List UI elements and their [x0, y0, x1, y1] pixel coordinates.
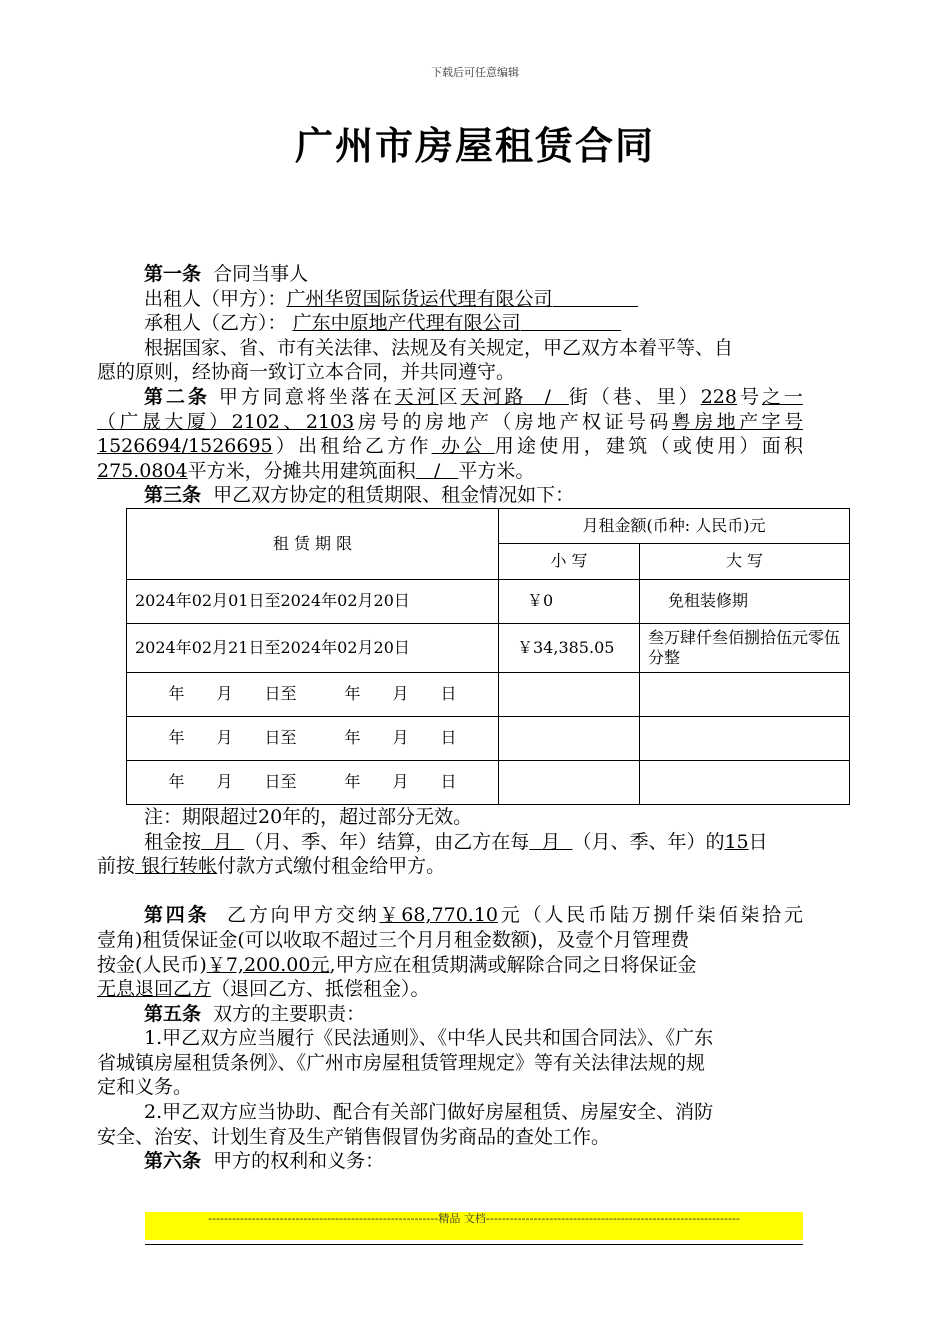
text: ）出租给乙方作 — [272, 435, 432, 458]
big-amount-cell: 叁万肆仟叁佰捌拾伍元零伍分整 — [640, 623, 850, 672]
road-value: 天河路 — [460, 385, 527, 408]
article-number: 第三条 — [144, 484, 202, 507]
street-value: / — [544, 385, 551, 408]
article-number: 第四条 — [144, 904, 210, 927]
payment-line-2 — [97, 854, 803, 879]
blank-underline — [521, 312, 621, 331]
pay-each-value: 月 — [541, 830, 561, 853]
big-amount-cell — [640, 672, 850, 716]
text: 按金(人民币) — [97, 953, 207, 976]
term-note: 注：期限超过20年的，超过部分无效。 — [144, 805, 473, 828]
article-4-line-4 — [97, 977, 803, 1002]
paragraph-line: 愿的原则，经协商一致订立本合同，并共同遵守。 — [97, 361, 516, 384]
text: 用途使用，建筑（或使用）面积 — [494, 435, 803, 458]
pay-day-value: 15 — [724, 830, 749, 853]
article-title: 甲方的权利和义务： — [213, 1150, 385, 1173]
text: ,甲方应在租赁期满或解除合同之日将保证金 — [329, 953, 697, 976]
pay-method-value: 银行转帐 — [141, 855, 218, 878]
article-number: 第五条 — [144, 1002, 202, 1025]
text: 元（人民币陆万捌仟柒佰柒拾元 — [498, 904, 803, 927]
document-title: 广州市房屋租赁合同 — [294, 124, 655, 168]
column-header-period: 租 赁 期 限 — [127, 508, 499, 579]
rent-table — [126, 508, 850, 805]
big-amount-cell: 免租装修期 — [640, 579, 850, 623]
article-2-line-1 — [97, 385, 803, 410]
article-2-line-2 — [97, 410, 803, 435]
paragraph-line: 1.甲乙双方应当履行《民法通则》、《中华人民共和国合同法》、《广东 — [144, 1027, 714, 1050]
text: 房号的房地产（房地产权证号码 — [354, 410, 672, 433]
paragraph-line: 2.甲乙双方应当协助、配合有关部门做好房屋租赁、房屋安全、消防 — [144, 1101, 714, 1124]
lessee-name: 广东中原地产代理有限公司 — [292, 312, 521, 335]
cert-value: 粤房地产字号 — [671, 410, 803, 433]
big-amount-cell — [640, 760, 850, 804]
article-title: 合同当事人 — [213, 263, 309, 285]
text: （月、季、年）的 — [572, 830, 725, 853]
table-row — [127, 716, 850, 760]
period-cell: 年 月 日至 年 月 日 — [127, 672, 499, 716]
column-header-amount: 月租金额(币种: 人民币)元 — [499, 508, 850, 543]
blank-line — [97, 879, 803, 904]
footer-banner: ----------------------------------------------------------精品 文档---------------------------------------------------------------- — [145, 1212, 803, 1240]
period-cell: 年 月 日至 年 月 日 — [127, 760, 499, 804]
article-title: 双方的主要职责： — [213, 1002, 366, 1025]
period-cell: 年 月 日至 年 月 日 — [127, 716, 499, 760]
pay-period-value: 月 — [213, 830, 233, 853]
big-amount-cell — [640, 716, 850, 760]
article-2-line-3 — [97, 434, 803, 459]
text: 前按 — [97, 855, 136, 878]
lessee-label: 承租人（乙方）： — [144, 312, 287, 335]
lessee-line — [97, 311, 803, 336]
article-2-line-4 — [97, 459, 803, 484]
text: 号 — [736, 385, 762, 408]
payment-line-1 — [97, 830, 803, 855]
text: 租金按 — [144, 830, 202, 853]
text: 区 — [438, 385, 461, 408]
text: 平方米。 — [458, 459, 535, 482]
article-number: 第一条 — [144, 263, 202, 285]
small-amount-cell: ￥34,385.05 — [499, 623, 640, 672]
table-row — [127, 760, 850, 804]
article-3-heading — [97, 483, 803, 508]
table-row — [127, 672, 850, 716]
small-amount-cell — [499, 760, 640, 804]
text: 甲方同意将坐落在 — [218, 385, 395, 408]
lessor-name: 广州华贸国际货运代理有限公司 — [286, 287, 553, 310]
article-6-heading — [97, 1149, 803, 1174]
rooms-value: 2102、2103 — [231, 410, 355, 433]
shared-area-value: / — [433, 459, 441, 482]
paragraph-line: 省城镇房屋租赁条例》、《广州市房屋租赁管理规定》等有关法律法规的规 — [97, 1051, 706, 1074]
text: 日 — [748, 830, 768, 853]
paragraph-line: 安全、治安、计划生育及生产销售假冒伪劣商品的查处工作。 — [97, 1125, 611, 1148]
small-amount-cell — [499, 716, 640, 760]
text: 乙方向甲方交纳 — [227, 904, 380, 927]
text: 街（巷、里） — [568, 385, 701, 408]
unit-value: 之一 — [761, 385, 803, 408]
contract-body — [97, 262, 841, 1174]
article-4-line-1 — [97, 903, 803, 928]
article-4-line-2: 壹角)租赁保证金(可以收取不超过三个月月租金数额)，及壹个月管理费 — [97, 928, 690, 951]
cert-number-value: 1526694/1526695 — [97, 435, 273, 458]
column-header-big: 大 写 — [640, 543, 850, 579]
text: 付款方式缴付租金给甲方。 — [217, 855, 446, 878]
text: （月、季、年）结算，由乙方在每 — [244, 830, 530, 853]
article-4-line-3 — [97, 953, 803, 978]
blank-underline — [553, 288, 638, 307]
lessor-label: 出租人（甲方）： — [144, 287, 287, 310]
small-amount-cell — [499, 672, 640, 716]
header-note: 下载后可任意编辑 — [431, 66, 519, 79]
table-row — [127, 579, 850, 623]
period-cell: 2024年02月21日至2024年02月20日 — [127, 623, 499, 672]
deposit-value: ￥68,770.10 — [379, 904, 498, 927]
small-amount-cell: ￥0 — [499, 579, 640, 623]
article-5-heading — [97, 1002, 803, 1027]
article-number: 第六条 — [144, 1150, 202, 1173]
column-header-small: 小 写 — [499, 543, 640, 579]
table-row — [127, 623, 850, 672]
text: （退回乙方、抵偿租金）。 — [211, 978, 430, 1001]
number-value: 228 — [700, 385, 737, 408]
lessor-line — [97, 287, 803, 312]
article-number: 第二条 — [144, 385, 210, 408]
article-1-heading — [97, 262, 803, 287]
management-fee-value: ￥7,200.00元 — [206, 953, 330, 976]
district-value: 天河 — [394, 385, 439, 408]
paragraph-line: 定和义务。 — [97, 1076, 193, 1099]
refund-method-value: 无息退回乙方 — [97, 978, 212, 1001]
footer-divider — [145, 1244, 803, 1245]
area-value: 275.0804 — [97, 459, 188, 482]
paragraph-line: 根据国家、省、市有关法律、法规及有关规定，甲乙双方本着平等、自 — [144, 336, 734, 359]
use-value: 办公 — [440, 435, 486, 458]
article-title: 甲乙双方协定的租赁期限、租金情况如下： — [213, 484, 575, 507]
building-value: （广晟大厦） — [97, 410, 232, 433]
period-cell: 2024年02月01日至2024年02月20日 — [127, 579, 499, 623]
text: 平方米，分摊共用建筑面积 — [187, 459, 416, 482]
